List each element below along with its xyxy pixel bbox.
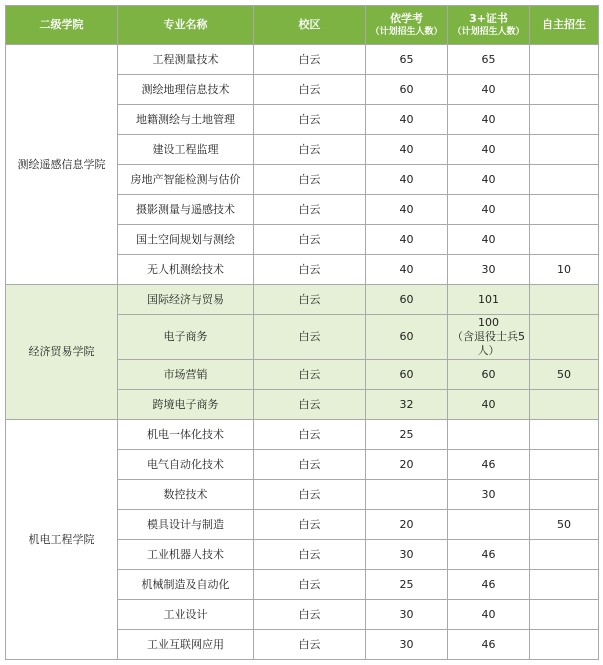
major-name-cell: 数控技术 [118, 480, 254, 510]
self-enroll-cell [530, 315, 599, 360]
campus-cell: 白云 [254, 315, 366, 360]
major-name-cell: 机械制造及自动化 [118, 570, 254, 600]
college-name-cell: 机电工程学院 [6, 420, 118, 660]
cert-count-cell [448, 510, 530, 540]
campus-cell: 白云 [254, 285, 366, 315]
self-enroll-cell [530, 195, 599, 225]
campus-cell: 白云 [254, 165, 366, 195]
cert-count-cell: 30 [448, 255, 530, 285]
header-cert-label: 3+证书 [469, 12, 508, 25]
major-name-cell: 模具设计与制造 [118, 510, 254, 540]
major-name-cell: 工业设计 [118, 600, 254, 630]
xuekao-count-cell: 65 [366, 45, 448, 75]
self-enroll-cell: 50 [530, 360, 599, 390]
xuekao-count-cell: 30 [366, 630, 448, 660]
major-name-cell: 地籍测绘与土地管理 [118, 105, 254, 135]
major-name-cell: 建设工程监理 [118, 135, 254, 165]
header-major: 专业名称 [118, 6, 254, 45]
self-enroll-cell [530, 630, 599, 660]
xuekao-count-cell: 40 [366, 255, 448, 285]
xuekao-count-cell: 30 [366, 540, 448, 570]
cert-count-cell: 40 [448, 105, 530, 135]
major-name-cell: 电气自动化技术 [118, 450, 254, 480]
xuekao-count-cell: 60 [366, 285, 448, 315]
table-row [6, 285, 599, 315]
self-enroll-cell [530, 450, 599, 480]
major-name-cell: 国土空间规划与测绘 [118, 225, 254, 255]
cert-count-cell: 101 [448, 285, 530, 315]
campus-cell: 白云 [254, 450, 366, 480]
campus-cell: 白云 [254, 45, 366, 75]
major-name-cell: 机电一体化技术 [118, 420, 254, 450]
cert-count-cell: 40 [448, 600, 530, 630]
major-name-cell: 房地产智能检测与估价 [118, 165, 254, 195]
header-campus: 校区 [254, 6, 366, 45]
cert-count-cell [448, 420, 530, 450]
campus-cell: 白云 [254, 135, 366, 165]
campus-cell: 白云 [254, 255, 366, 285]
cert-count-cell: 60 [448, 360, 530, 390]
major-name-cell: 市场营销 [118, 360, 254, 390]
cert-count-cell: 65 [448, 45, 530, 75]
cert-count-cell: 40 [448, 390, 530, 420]
campus-cell: 白云 [254, 195, 366, 225]
header-college: 二级学院 [6, 6, 118, 45]
xuekao-count-cell: 25 [366, 420, 448, 450]
header-xuekao [366, 6, 448, 45]
self-enroll-cell [530, 135, 599, 165]
self-enroll-cell [530, 165, 599, 195]
self-enroll-cell: 10 [530, 255, 599, 285]
cert-count-cell: 30 [448, 480, 530, 510]
self-enroll-cell [530, 540, 599, 570]
cert-count-cell: 40 [448, 135, 530, 165]
campus-cell: 白云 [254, 600, 366, 630]
header-cert [448, 6, 530, 45]
xuekao-count-cell: 40 [366, 165, 448, 195]
xuekao-count-cell: 20 [366, 450, 448, 480]
cert-count-note: （含退役士兵5人） [452, 330, 525, 357]
xuekao-count-cell: 20 [366, 510, 448, 540]
xuekao-count-cell: 40 [366, 105, 448, 135]
self-enroll-cell: 50 [530, 510, 599, 540]
xuekao-count-cell: 25 [366, 570, 448, 600]
major-name-cell: 无人机测绘技术 [118, 255, 254, 285]
college-name-cell: 测绘遥感信息学院 [6, 45, 118, 285]
table-row [6, 420, 599, 450]
self-enroll-cell [530, 285, 599, 315]
major-name-cell: 工程测量技术 [118, 45, 254, 75]
xuekao-count-cell: 40 [366, 195, 448, 225]
campus-cell: 白云 [254, 480, 366, 510]
cert-count-cell: 40 [448, 165, 530, 195]
cert-count-cell: 46 [448, 570, 530, 600]
xuekao-count-cell: 30 [366, 600, 448, 630]
major-name-cell: 跨境电子商务 [118, 390, 254, 420]
table-row [6, 45, 599, 75]
campus-cell: 白云 [254, 420, 366, 450]
self-enroll-cell [530, 45, 599, 75]
self-enroll-cell [530, 570, 599, 600]
header-xuekao-label: 依学考 [390, 12, 423, 25]
xuekao-count-cell [366, 480, 448, 510]
cert-count-cell: 40 [448, 195, 530, 225]
campus-cell: 白云 [254, 225, 366, 255]
xuekao-count-cell: 40 [366, 225, 448, 255]
major-name-cell: 摄影测量与遥感技术 [118, 195, 254, 225]
major-name-cell: 测绘地理信息技术 [118, 75, 254, 105]
campus-cell: 白云 [254, 630, 366, 660]
campus-cell: 白云 [254, 360, 366, 390]
cert-count-cell: 46 [448, 630, 530, 660]
campus-cell: 白云 [254, 570, 366, 600]
enrollment-plan-table [5, 5, 599, 660]
cert-count-cell: 40 [448, 75, 530, 105]
self-enroll-cell [530, 420, 599, 450]
campus-cell: 白云 [254, 75, 366, 105]
self-enroll-cell [530, 480, 599, 510]
campus-cell: 白云 [254, 105, 366, 135]
xuekao-count-cell: 32 [366, 390, 448, 420]
cert-count-cell [448, 315, 530, 360]
xuekao-count-cell: 60 [366, 360, 448, 390]
self-enroll-cell [530, 75, 599, 105]
xuekao-count-cell: 40 [366, 135, 448, 165]
xuekao-count-cell: 60 [366, 315, 448, 360]
major-name-cell: 国际经济与贸易 [118, 285, 254, 315]
cert-count-value: 100 [478, 316, 499, 329]
header-cert-sub: （计划招生人数） [452, 27, 525, 37]
header-row [6, 6, 599, 45]
college-name-cell: 经济贸易学院 [6, 285, 118, 420]
self-enroll-cell [530, 390, 599, 420]
self-enroll-cell [530, 600, 599, 630]
self-enroll-cell [530, 105, 599, 135]
campus-cell: 白云 [254, 390, 366, 420]
xuekao-count-cell: 60 [366, 75, 448, 105]
cert-count-cell: 46 [448, 540, 530, 570]
cert-count-cell: 40 [448, 225, 530, 255]
self-enroll-cell [530, 225, 599, 255]
header-self: 自主招生 [530, 6, 599, 45]
major-name-cell: 工业互联网应用 [118, 630, 254, 660]
campus-cell: 白云 [254, 540, 366, 570]
major-name-cell: 电子商务 [118, 315, 254, 360]
table-body [6, 45, 599, 660]
cert-count-cell: 46 [448, 450, 530, 480]
header-xuekao-sub: （计划招生人数） [370, 27, 443, 37]
campus-cell: 白云 [254, 510, 366, 540]
major-name-cell: 工业机器人技术 [118, 540, 254, 570]
